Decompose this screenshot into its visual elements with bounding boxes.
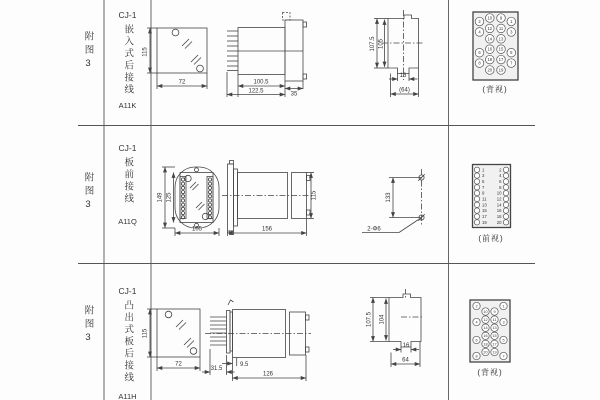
- dim-label: 16: [399, 73, 407, 79]
- dim-label: 156: [261, 226, 273, 233]
- svg-text:8: 8: [478, 60, 481, 66]
- dim-label: 2-Φ6: [367, 226, 381, 233]
- svg-text:1: 1: [482, 167, 485, 173]
- svg-text:17: 17: [492, 342, 497, 347]
- fig-label-row2: 附图3: [82, 172, 94, 214]
- svg-text:2: 2: [475, 304, 478, 309]
- svg-text:19: 19: [482, 219, 487, 225]
- svg-text:13: 13: [482, 202, 487, 208]
- view-caption-row2: (前视): [478, 234, 504, 243]
- svg-text:8: 8: [475, 354, 478, 359]
- dim-label: 105: [378, 38, 385, 50]
- dim-label: 122.5: [248, 88, 264, 95]
- dim-label: 107.5: [366, 311, 373, 328]
- dim-label: 72: [175, 361, 182, 368]
- svg-text:4: 4: [499, 173, 502, 179]
- dim-label: 115: [311, 190, 318, 201]
- dim-label: 105: [191, 226, 203, 233]
- dim-label: 126: [262, 371, 274, 378]
- svg-text:1: 1: [510, 19, 513, 25]
- svg-text:13: 13: [492, 326, 497, 331]
- svg-text:10: 10: [487, 15, 493, 21]
- a11k-rear-terminal-view: [473, 12, 518, 80]
- dim-label: 31.5: [210, 365, 223, 372]
- svg-text:5: 5: [510, 50, 513, 56]
- svg-text:18: 18: [496, 214, 502, 220]
- dim-label: 133: [386, 192, 392, 203]
- svg-text:6: 6: [478, 50, 481, 56]
- dim-label: 64: [402, 357, 409, 364]
- terminal-pins: [210, 317, 227, 345]
- dim-label: 16: [402, 343, 410, 349]
- svg-text:17: 17: [482, 214, 487, 220]
- code-label: A11Q: [118, 217, 137, 226]
- glass-mark-icon: [176, 320, 194, 348]
- svg-text:15: 15: [482, 208, 487, 214]
- svg-text:20: 20: [496, 219, 502, 225]
- a11h-panel-cutout-view: [370, 289, 424, 367]
- svg-text:2: 2: [499, 167, 502, 173]
- svg-text:6: 6: [475, 338, 478, 343]
- svg-text:12: 12: [483, 317, 488, 322]
- svg-text:15: 15: [492, 334, 497, 339]
- dim-label: 35: [290, 91, 298, 98]
- svg-text:1: 1: [502, 304, 505, 309]
- a11k-front-view: [147, 28, 207, 89]
- title-block-a11q: [104, 143, 151, 226]
- dim-label: 115: [142, 328, 149, 339]
- svg-text:20: 20: [483, 350, 488, 355]
- svg-text:11: 11: [482, 196, 487, 202]
- dim-label: 72: [178, 79, 186, 86]
- a11q-side-view: [222, 161, 314, 237]
- svg-text:11: 11: [498, 25, 504, 31]
- svg-text:9: 9: [499, 15, 503, 21]
- dim-label: 107.5: [370, 36, 376, 52]
- title-block-a11h: [104, 286, 151, 400]
- svg-text:5: 5: [482, 179, 485, 185]
- glass-mark-icon: [190, 182, 205, 210]
- svg-text:12: 12: [496, 196, 502, 202]
- svg-text:11: 11: [492, 317, 497, 322]
- svg-text:9: 9: [482, 190, 485, 196]
- svg-text:14: 14: [483, 326, 488, 331]
- svg-text:20: 20: [487, 67, 493, 73]
- a11q-front-terminal-view: [473, 165, 511, 228]
- svg-text:7: 7: [502, 354, 505, 359]
- dim-label: 104: [379, 314, 386, 325]
- dim-label: 115: [142, 47, 149, 57]
- svg-text:10: 10: [496, 190, 502, 196]
- svg-text:14: 14: [496, 202, 502, 208]
- svg-text:18: 18: [487, 57, 493, 63]
- mount-type-label: 凸出式板后接线: [122, 300, 134, 384]
- dim-label: 149: [157, 192, 164, 203]
- svg-text:10: 10: [483, 309, 488, 314]
- glass-mark-icon: [182, 39, 201, 65]
- svg-text:3: 3: [482, 173, 485, 179]
- svg-text:17: 17: [498, 57, 504, 63]
- a11h-rear-terminal-view: [470, 300, 510, 362]
- a11q-drilling-plan: [362, 169, 425, 233]
- mount-type-label: 嵌入式后接线: [122, 24, 134, 96]
- svg-text:4: 4: [478, 29, 481, 35]
- fig-label-row3: 附图3: [82, 305, 94, 347]
- svg-text:16: 16: [483, 334, 488, 339]
- a11h-front-view: [147, 309, 200, 371]
- svg-text:5: 5: [502, 338, 505, 343]
- svg-text:2: 2: [478, 19, 481, 25]
- dim-label: 9.5: [240, 361, 249, 368]
- svg-text:3: 3: [510, 29, 513, 35]
- title-block-a11k: [104, 10, 151, 110]
- terminal-pins: [227, 31, 238, 71]
- model-label: CJ-1: [118, 286, 137, 296]
- svg-text:19: 19: [498, 67, 504, 73]
- svg-text:7: 7: [510, 60, 513, 66]
- svg-text:9: 9: [493, 309, 496, 314]
- svg-text:14: 14: [487, 36, 493, 42]
- svg-text:8: 8: [499, 184, 502, 190]
- model-label: CJ-1: [118, 143, 137, 153]
- svg-text:3: 3: [502, 320, 505, 325]
- view-caption-row1: (背视): [482, 85, 508, 94]
- svg-text:18: 18: [483, 342, 488, 347]
- svg-text:7: 7: [482, 184, 485, 190]
- model-label: CJ-1: [118, 10, 137, 20]
- dim-label: 100.5: [253, 79, 269, 86]
- mount-type-label: 板前接线: [122, 157, 134, 205]
- dim-label: (64): [399, 87, 410, 94]
- svg-text:19: 19: [492, 350, 497, 355]
- view-caption-row3: (背视): [477, 368, 503, 377]
- svg-text:12: 12: [487, 25, 493, 31]
- svg-text:4: 4: [475, 320, 478, 325]
- svg-text:6: 6: [499, 179, 502, 185]
- code-label: A11K: [118, 101, 137, 110]
- svg-text:13: 13: [498, 36, 504, 42]
- svg-text:16: 16: [496, 208, 502, 214]
- dim-label: 125: [166, 192, 173, 203]
- fig-label-row1: 附图3: [82, 31, 94, 73]
- svg-text:15: 15: [498, 46, 504, 52]
- code-label: A11H: [118, 392, 137, 400]
- svg-text:16: 16: [487, 46, 493, 52]
- a11k-panel-cutout-view: [374, 10, 424, 97]
